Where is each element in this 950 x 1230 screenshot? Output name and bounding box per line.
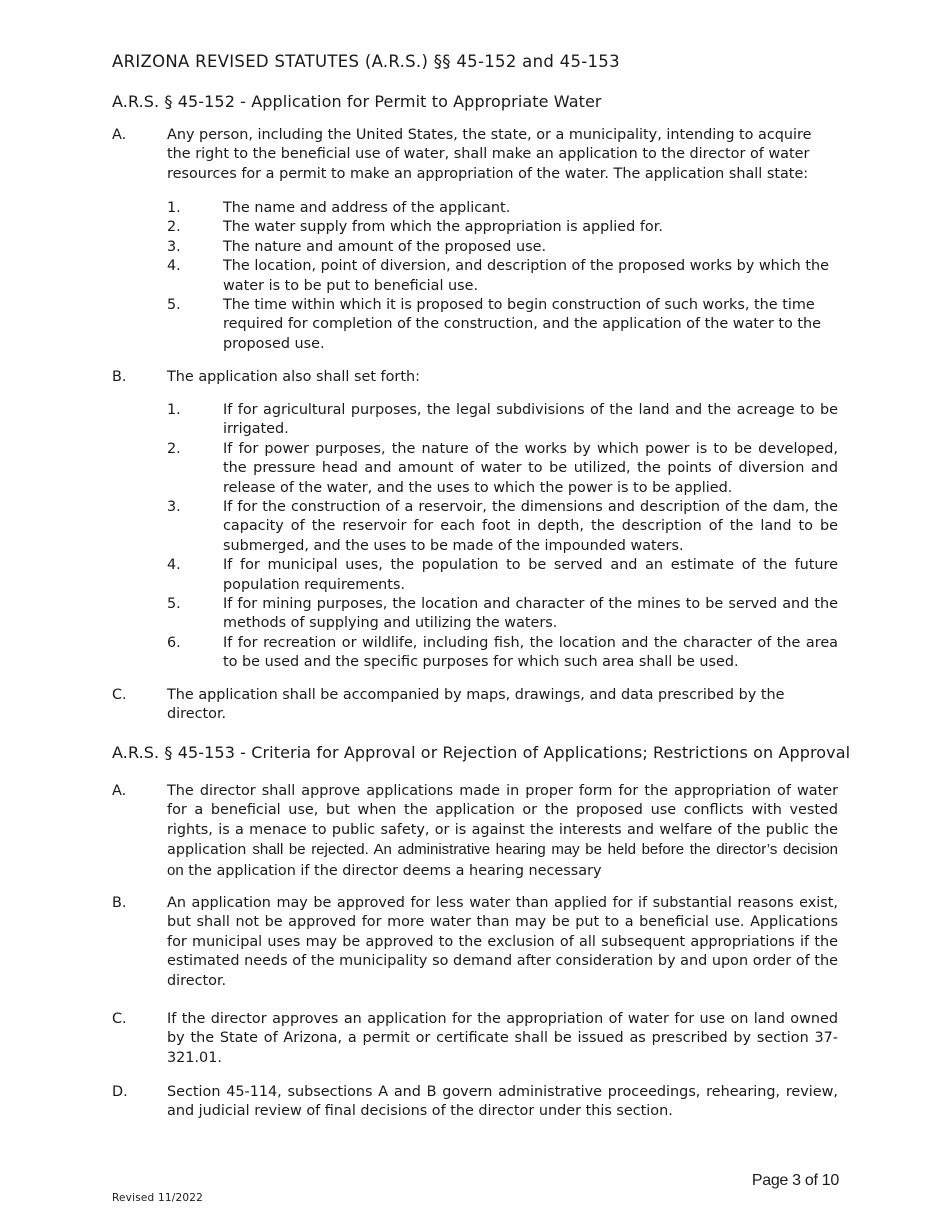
list-item [167, 498, 838, 556]
section-153-paragraph-d [112, 1083, 838, 1122]
list-item [167, 218, 838, 237]
list-item [167, 199, 838, 218]
paragraph-text [167, 782, 838, 881]
list-item-number: 1. [167, 402, 181, 418]
paragraph-text: The application shall be accompanied by maps, drawings, and data prescribed by the director. [167, 687, 785, 723]
paragraph-text: Section 45-114, subsections A and B govern administrative proceedings, rehearing, review, and judicial review of final decisions of the director under this section. [167, 1084, 838, 1120]
list-item-text: The time within which it is proposed to begin construction of such works, the time required for completion of the construction, and the application of the water to the proposed use. [223, 297, 822, 352]
list-item [167, 634, 838, 673]
section-heading-45-152: A.R.S. § 45-152 - Application for Permit to Appropriate Water [112, 92, 602, 111]
list-item [167, 401, 838, 440]
list-item-number: 4. [167, 557, 181, 574]
list-item [167, 556, 838, 595]
list-item-text: The nature and amount of the proposed use. [223, 238, 547, 255]
paragraph-text-part-2: shall be rejected. An administrative hearing may be held before the director’s decision on [167, 841, 838, 879]
list-item [167, 296, 838, 354]
list-item-text: If for mining purposes, the location and character of the mines to be served and the methods of supplying and utilizing the waters. [223, 596, 838, 632]
list-item-number: 3. [167, 238, 181, 255]
list-item-number: 2. [167, 219, 181, 236]
list-item-number: 3. [167, 499, 181, 516]
list-item-text: If for agricultural purposes, the legal subdivisions of the land and the acreage to be irrigated. [223, 402, 838, 438]
list-item-number: 4. [167, 258, 181, 275]
list-item-number: 5. [167, 596, 181, 613]
paragraph-text: If the director approves an application for the appropriation of water for use on land owned by the State of Arizona, a permit or certificate shall be issued as prescribed by section 37-321.01. [167, 1011, 838, 1066]
list-item-number: 5. [167, 297, 181, 314]
paragraph-text-part-1: The director shall approve applications made in proper form for the appropriation of water for a beneficial use, but when the application or the proposed use conflicts with vested rights, is a menace to public safety, or is against the interests and welfare of the public the application [167, 783, 838, 859]
list-item-text: If for municipal uses, the population to be served and an estimate of the future population requirements. [223, 557, 838, 593]
list-item-number: 2. [167, 440, 181, 457]
section-152-paragraph-b [112, 368, 838, 387]
paragraph-label: D. [112, 1084, 128, 1100]
list-item-text: If for recreation or wildlife, including fish, the location and the character of the area to be used and the specific purposes for which such area shall be used. [223, 634, 838, 671]
section-153-paragraph-a [112, 782, 838, 881]
list-item [167, 238, 838, 257]
paragraph-text-part-3: the application if the director deems a hearing necessary [188, 862, 602, 879]
section-153-paragraph-b [112, 894, 838, 991]
list-item-number: 1. [167, 200, 181, 216]
list-item-text: The location, point of diversion, and description of the proposed works by which the water is to be put to beneficial use. [223, 258, 829, 294]
page-number: Page 3 of 10 [751, 1172, 839, 1189]
section-152-paragraph-a [112, 126, 838, 184]
section-heading-45-153: A.R.S. § 45-153 - Criteria for Approval or Rejection of Applications; Restrictions on Approval [112, 743, 851, 762]
list-item [167, 257, 838, 296]
list-item-text: If for the construction of a reservoir, the dimensions and description of the dam, the capacity of the reservoir for each foot in depth, the description of the land to be submerged, and the uses to be made of the impounded waters. [223, 499, 838, 554]
paragraph-label: C. [112, 687, 127, 703]
paragraph-text: Any person, including the United States, the state, or a municipality, intending to acquire the right to the beneficial use of water, shall make an application to the director of water resources for a permit to make an appropriation of the water. The application shall state: [167, 127, 812, 182]
paragraph-label: C. [112, 1011, 127, 1027]
section-153-paragraph-c [112, 1010, 838, 1068]
section-152-paragraph-c [112, 686, 838, 725]
paragraph-text: The application also shall set forth: [167, 369, 420, 385]
list-item-text: If for power purposes, the nature of the works by which power is to be developed, the pressure head and amount of water to be utilized, the points of diversion and release of the water, and the uses to which the power is to be applied. [223, 440, 838, 496]
revision-date: Revised 11/2022 [112, 1192, 203, 1204]
document-title: ARIZONA REVISED STATUTES (A.R.S.) §§ 45-152 and 45-153 [112, 52, 620, 71]
paragraph-label: B. [112, 369, 127, 385]
section-152-a-items [167, 199, 838, 354]
paragraph-label: A. [112, 127, 127, 143]
list-item-text: The water supply from which the appropriation is applied for. [223, 219, 663, 236]
paragraph-label: B. [112, 895, 127, 911]
section-152-b-items [167, 401, 838, 673]
list-item [167, 440, 838, 498]
list-item [167, 595, 838, 634]
list-item-number: 6. [167, 634, 181, 651]
paragraph-text: An application may be approved for less water than applied for if substantial reasons exist, but shall not be approved for more water than may be put to a beneficial use. Applications for municipal uses may be approved to the exclusion of all subsequent appropriations if the estimated needs of the municipality so demand after consideration by and upon order of the director. [167, 895, 838, 989]
paragraph-label: A. [112, 783, 127, 799]
list-item-text: The name and address of the applicant. [223, 200, 511, 216]
